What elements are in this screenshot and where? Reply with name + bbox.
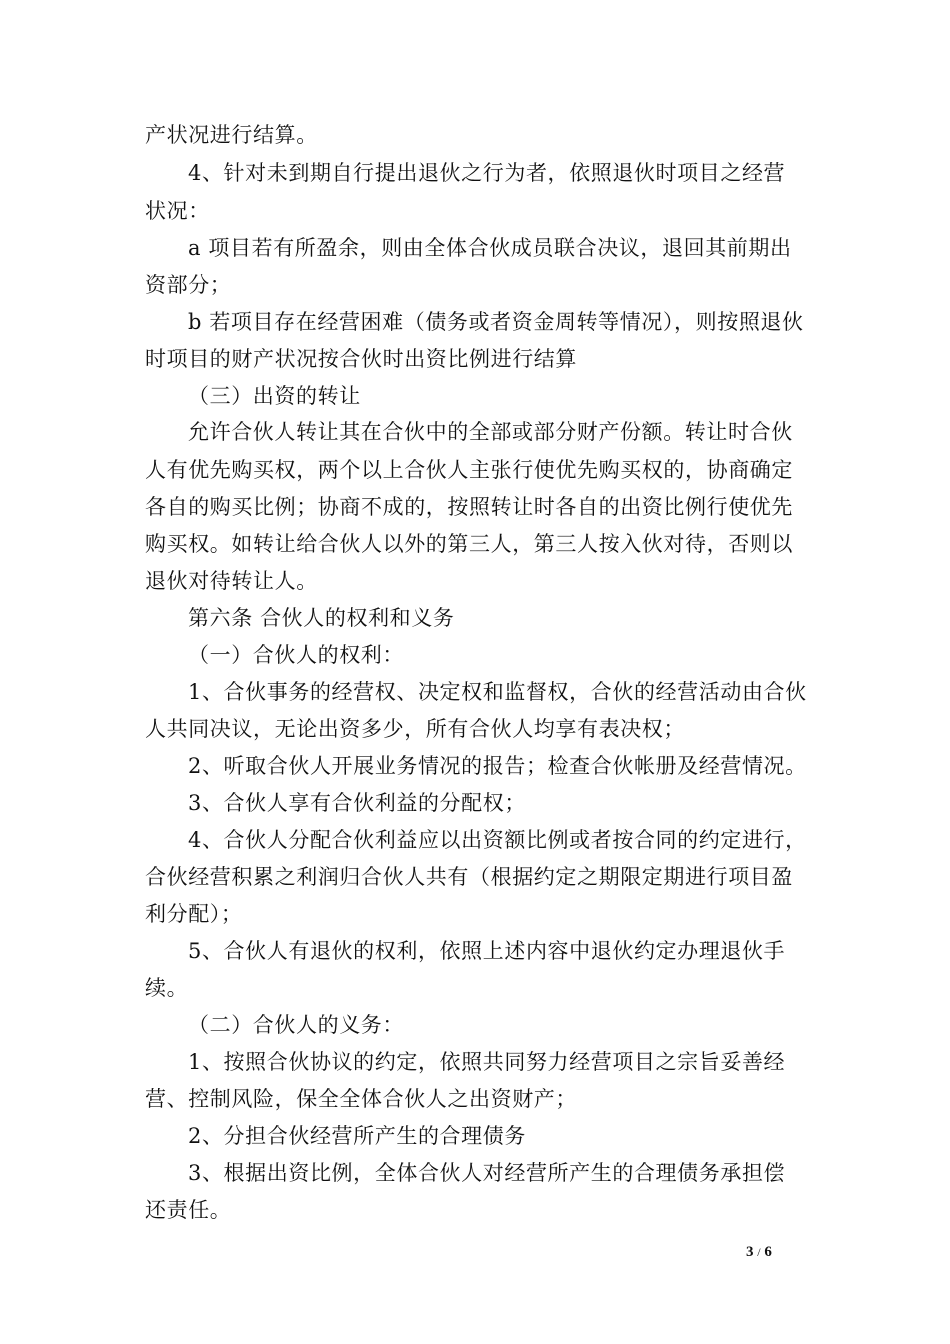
section-heading: （二）合伙人的义务： [188, 1013, 404, 1037]
text-line: 续。 [145, 976, 189, 1000]
text-line: 3、合伙人享有合伙利益的分配权； [188, 791, 526, 815]
text-line: 3、根据出资比例，全体合伙人对经营所产生的合理债务承担偿 [188, 1161, 786, 1185]
text-line: a 项目若有所盈余，则由全体合伙成员联合决议，退回其前期出 [188, 236, 792, 260]
text-line: 4、针对未到期自行提出退伙之行为者，依照退伙时项目之经营 [188, 161, 786, 185]
text-line: 人有优先购买权，两个以上合伙人主张行使优先购买权的，协商确定 [145, 458, 793, 482]
text-line: 5、合伙人有退伙的权利，依照上述内容中退伙约定办理退伙手 [188, 939, 786, 963]
page-total: 6 [764, 1244, 772, 1260]
text-line: 2、听取合伙人开展业务情况的报告；检查合伙帐册及经营情况。 [188, 754, 807, 778]
text-line: 利分配）； [145, 902, 243, 926]
text-line: 产状况进行结算。 [145, 123, 318, 147]
text-line: 允许合伙人转让其在合伙中的全部或部分财产份额。转让时合伙 [188, 420, 793, 444]
text-line: 人共同决议，无论出资多少，所有合伙人均享有表决权； [145, 717, 685, 741]
section-heading: （一）合伙人的权利： [188, 643, 404, 667]
text-line: 还责任。 [145, 1198, 232, 1222]
text-line: 营、控制风险，保全全体合伙人之出资财产； [145, 1087, 577, 1111]
text-line: 各自的购买比例；协商不成的，按照转让时各自的出资比例行使优先 [145, 495, 793, 519]
page-separator: / [757, 1245, 761, 1259]
text-line: 时项目的财产状况按合伙时出资比例进行结算 [145, 347, 577, 371]
section-heading: （三）出资的转让 [188, 384, 361, 408]
page-current: 3 [746, 1244, 754, 1260]
text-line: 1、按照合伙协议的约定，依照共同努力经营项目之宗旨妥善经 [188, 1050, 786, 1074]
text-line: 资部分； [145, 273, 232, 297]
text-line: 1、合伙事务的经营权、决定权和监督权，合伙的经营活动由合伙 [188, 680, 807, 704]
text-line: 状况： [145, 199, 210, 223]
text-line: 2、分担合伙经营所产生的合理债务 [188, 1124, 526, 1148]
text-line: 合伙经营积累之利润归合伙人共有（根据约定之期限定期进行项目盈 [145, 865, 793, 889]
article-heading: 第六条 合伙人的权利和义务 [188, 606, 455, 630]
page-number [746, 1244, 772, 1261]
text-line: 购买权。如转让给合伙人以外的第三人，第三人按入伙对待，否则以 [145, 532, 793, 556]
text-line: 4、合伙人分配合伙利益应以出资额比例或者按合同的约定进行， [188, 828, 807, 852]
text-line: b 若项目存在经营困难（债务或者资金周转等情况），则按照退伙 [188, 310, 804, 334]
text-line: 退伙对待转让人。 [145, 569, 318, 593]
